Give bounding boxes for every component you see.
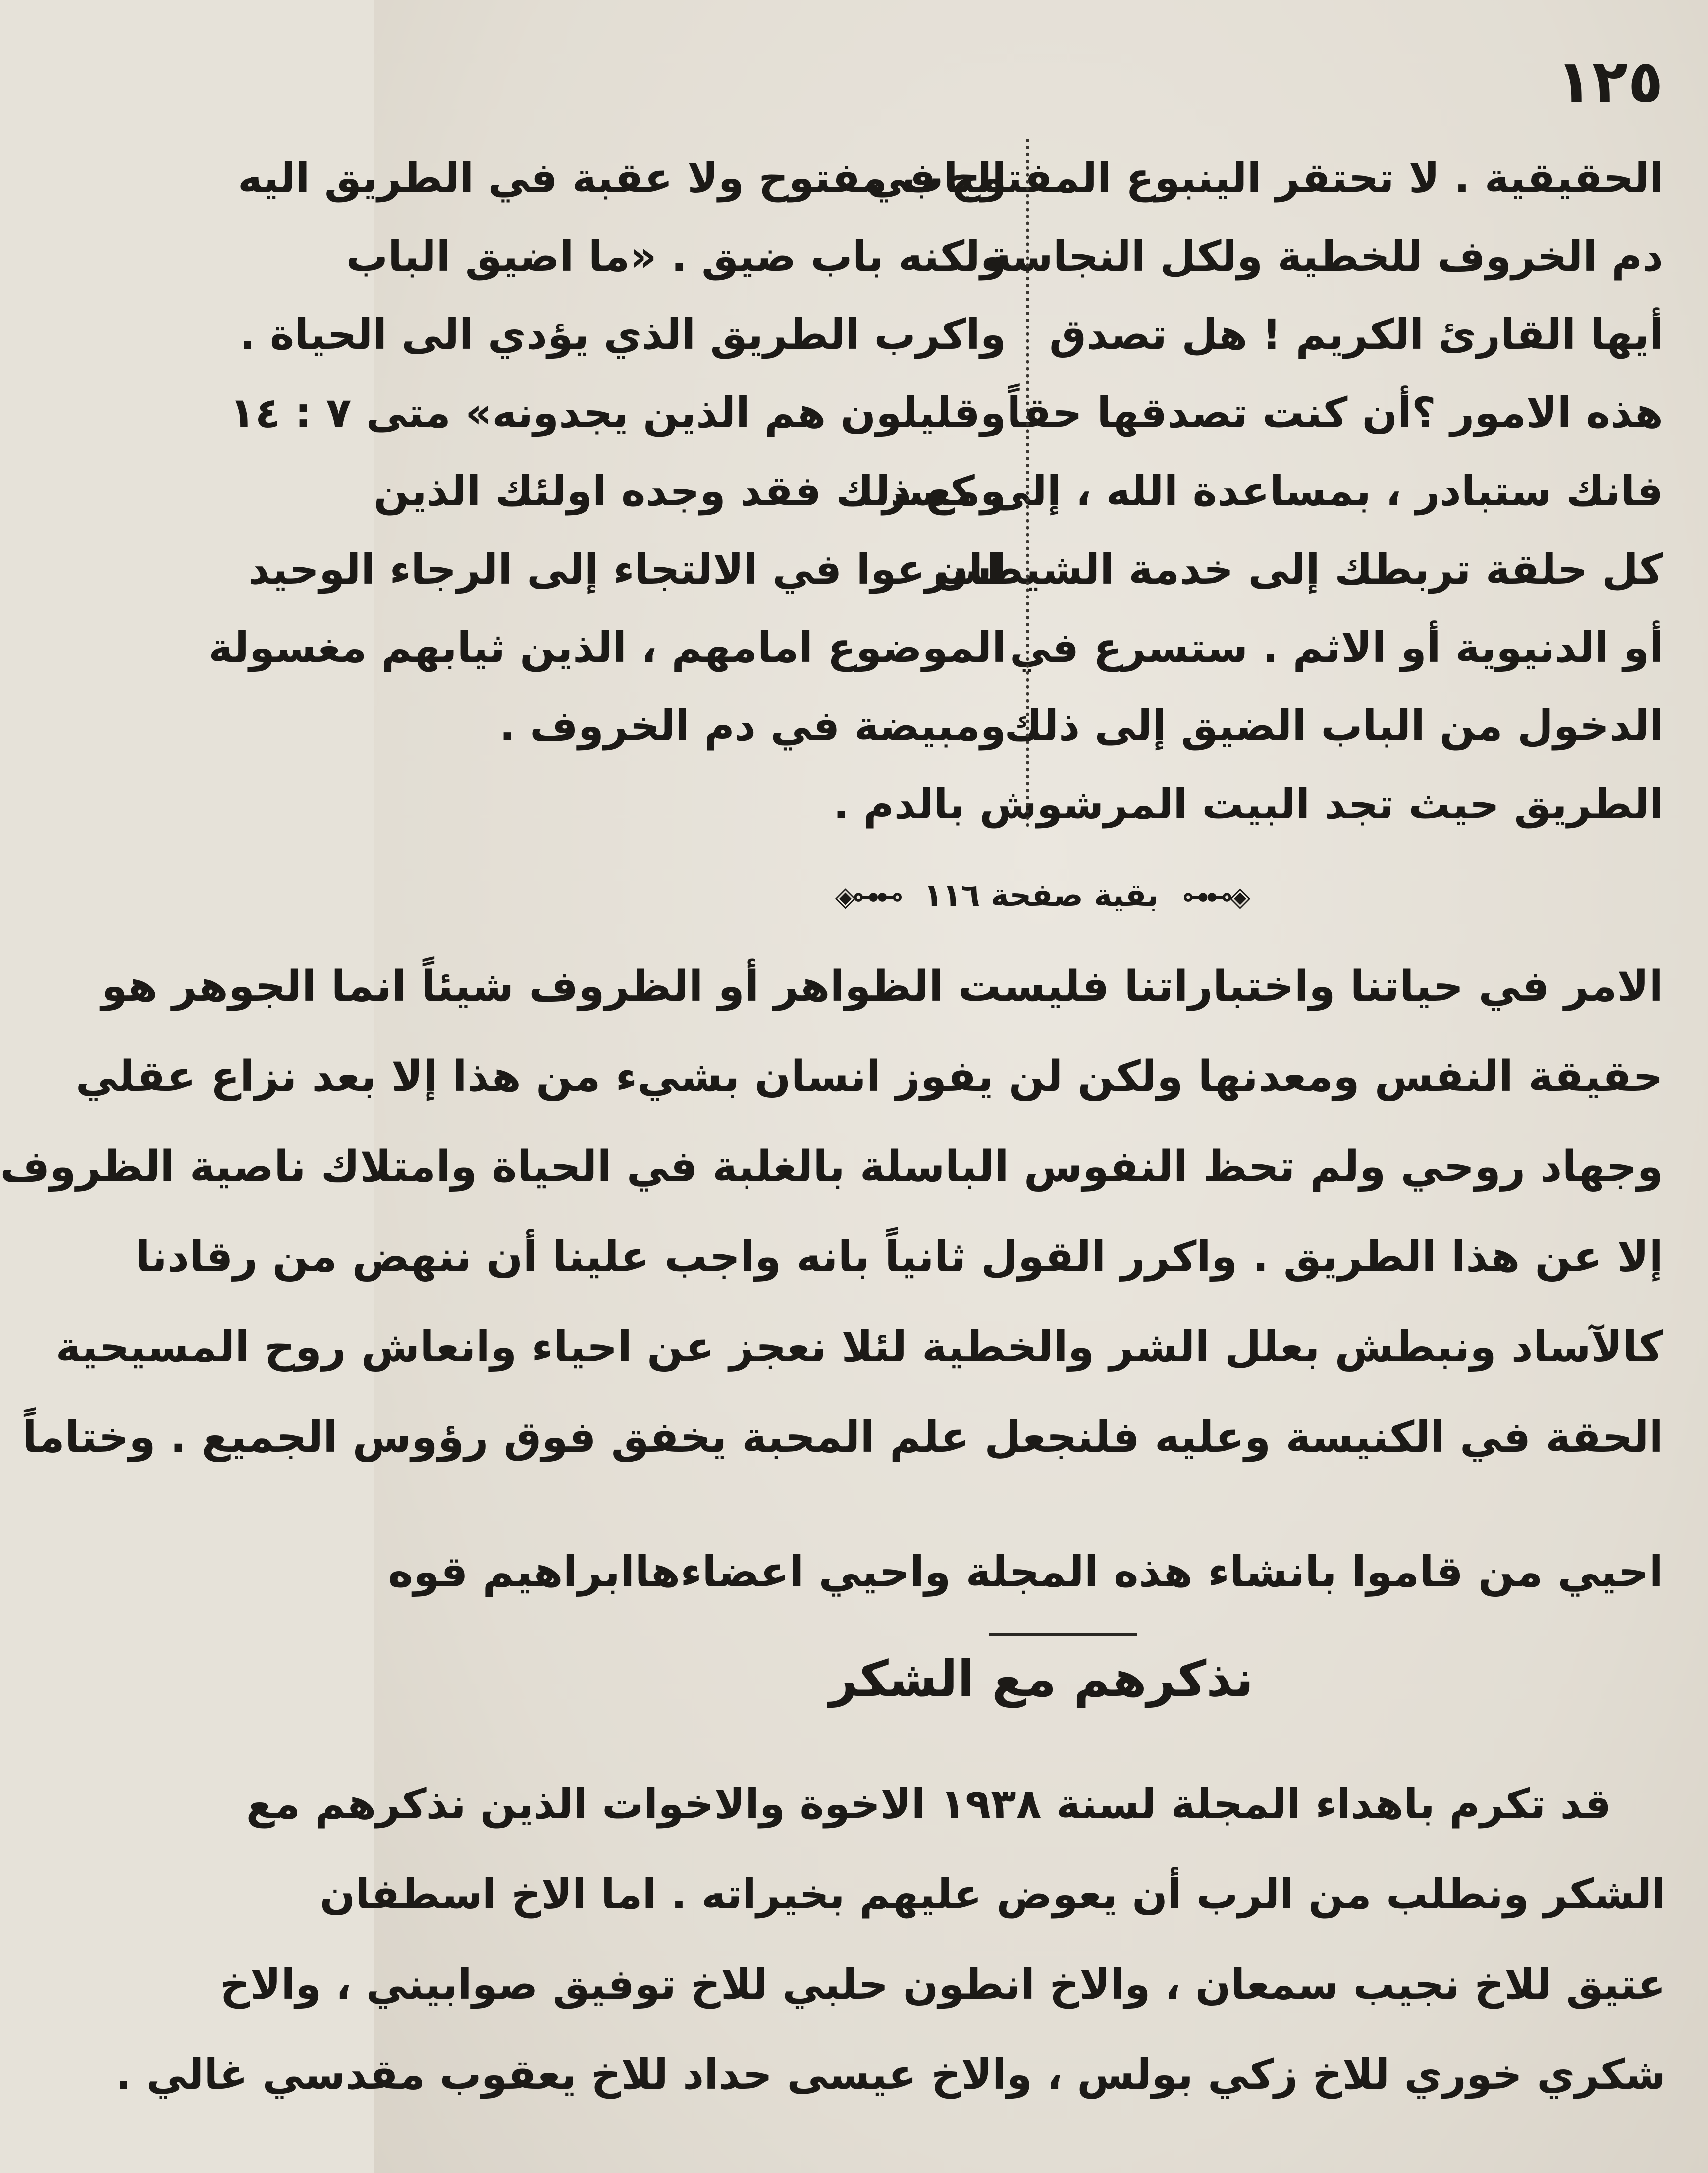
right-column-line: أيها القارئ الكريم ! هل تصدق	[1049, 310, 1663, 359]
article-line: إلا عن هذا الطريق . واكرر القول ثانياً بانه واجب علينا أن ننهض من رقادنا	[135, 1232, 1663, 1282]
right-column	[833, 139, 1663, 828]
closing-line: احيي من قاموا بانشاء هذه المجلة واحيي اعضاءها	[635, 1547, 1663, 1597]
section-divider	[989, 1633, 1137, 1636]
right-column-line: الطريق حيث تجد البيت المرشوش بالدم .	[833, 780, 1663, 828]
left-column-line: اسرعوا في الالتجاء إلى الرجاء الوحيد	[248, 545, 1006, 594]
left-column-line: ومبيضة في دم الخروف .	[499, 702, 1006, 750]
left-column-line: الباب مفتوح ولا عقبة في الطريق اليه	[237, 154, 1006, 202]
right-column-line: الدخول من الباب الضيق إلى ذلك	[1004, 702, 1663, 750]
left-column-line: ولكنه باب ضيق . «ما اضيق الباب	[346, 232, 1006, 280]
left-column-line: الموضوع امامهم ، الذين ثيابهم مغسولة	[208, 623, 1006, 672]
right-column-line: هذه الامور ؟أن كنت تصدقها حقاً	[1007, 388, 1663, 437]
page-number: ١٢٥	[1556, 47, 1663, 115]
continuation-label: بقية صفحة ١١٦	[923, 877, 1159, 913]
right-column-line: فانك ستبادر ، بمساعدة الله ، إلى كسر	[882, 467, 1663, 515]
continued-article	[0, 941, 1663, 1482]
thanks-section	[115, 1759, 1666, 2119]
left-column	[208, 139, 1006, 827]
right-column-line: الحقيقية . لا تحتقر الينبوع المفتوح في	[866, 154, 1663, 202]
thanks-line: الشكر ونطلب من الرب أن يعوض عليهم بخيراته . اما الاخ اسطفان	[320, 1870, 1666, 1918]
section-title: نذكرهم مع الشكر	[829, 1650, 1254, 1708]
ornament-icon: ⊶⊷◈	[835, 881, 901, 912]
article-line: كالآساد ونبطش بعلل الشر والخطية لئلا نعجز عن احياء وانعاش روح المسيحية	[55, 1322, 1663, 1372]
thanks-line: شكري خوري للاخ زكي بولس ، والاخ عيسى حداد للاخ يعقوب مقدسي غالي .	[115, 2050, 1666, 2099]
article-line: وجهاد روحي ولم تحظ النفوس الباسلة بالغلبة في الحياة وامتلاك ناصية الظروف	[0, 1142, 1663, 1192]
ornament-icon: ◈⊶⊷	[1182, 881, 1248, 912]
left-column-line: وقليلون هم الذين يجدونه» متى ٧ : ١٤	[229, 388, 1006, 437]
thanks-line: قد تكرم باهداء المجلة لسنة ١٩٣٨ الاخوة والاخوات الذين نذكرهم مع	[246, 1780, 1611, 1828]
continuation-header	[374, 877, 1708, 913]
article-line: الامر في حياتنا واختباراتنا فليست الظواهر أو الظروف شيئاً انما الجوهر هو	[101, 962, 1663, 1011]
article-line: حقيقة النفس ومعدنها ولكن لن يفوز انسان بشيء من هذا إلا بعد نزاع عقلي	[75, 1052, 1663, 1101]
author-name: ابراهيم قوه	[388, 1547, 635, 1597]
right-column-line: دم الخروف للخطية ولكل النجاسة	[987, 232, 1663, 280]
left-column-line: ومع ذلك فقد وجده اولئك الذين	[374, 467, 1006, 515]
thanks-line: عتيق للاخ نجيب سمعان ، والاخ انطون حلبي للاخ توفيق صوابيني ، والاخ	[220, 1960, 1666, 2009]
column-divider	[1026, 139, 1029, 827]
article-line: الحقة في الكنيسة وعليه فلنجعل علم المحبة يخفق فوق رؤوس الجميع . وختاماً	[22, 1412, 1663, 1462]
left-column-line: واكرب الطريق الذي يؤدي الى الحياة .	[239, 310, 1006, 359]
signature-row	[388, 1527, 1663, 1617]
right-column-line: أو الدنيوية أو الاثم . ستسرع في	[1010, 623, 1663, 672]
right-column-line: كل حلقة تربطك إلى خدمة الشيطان	[933, 545, 1663, 594]
two-column-section	[208, 139, 1663, 828]
